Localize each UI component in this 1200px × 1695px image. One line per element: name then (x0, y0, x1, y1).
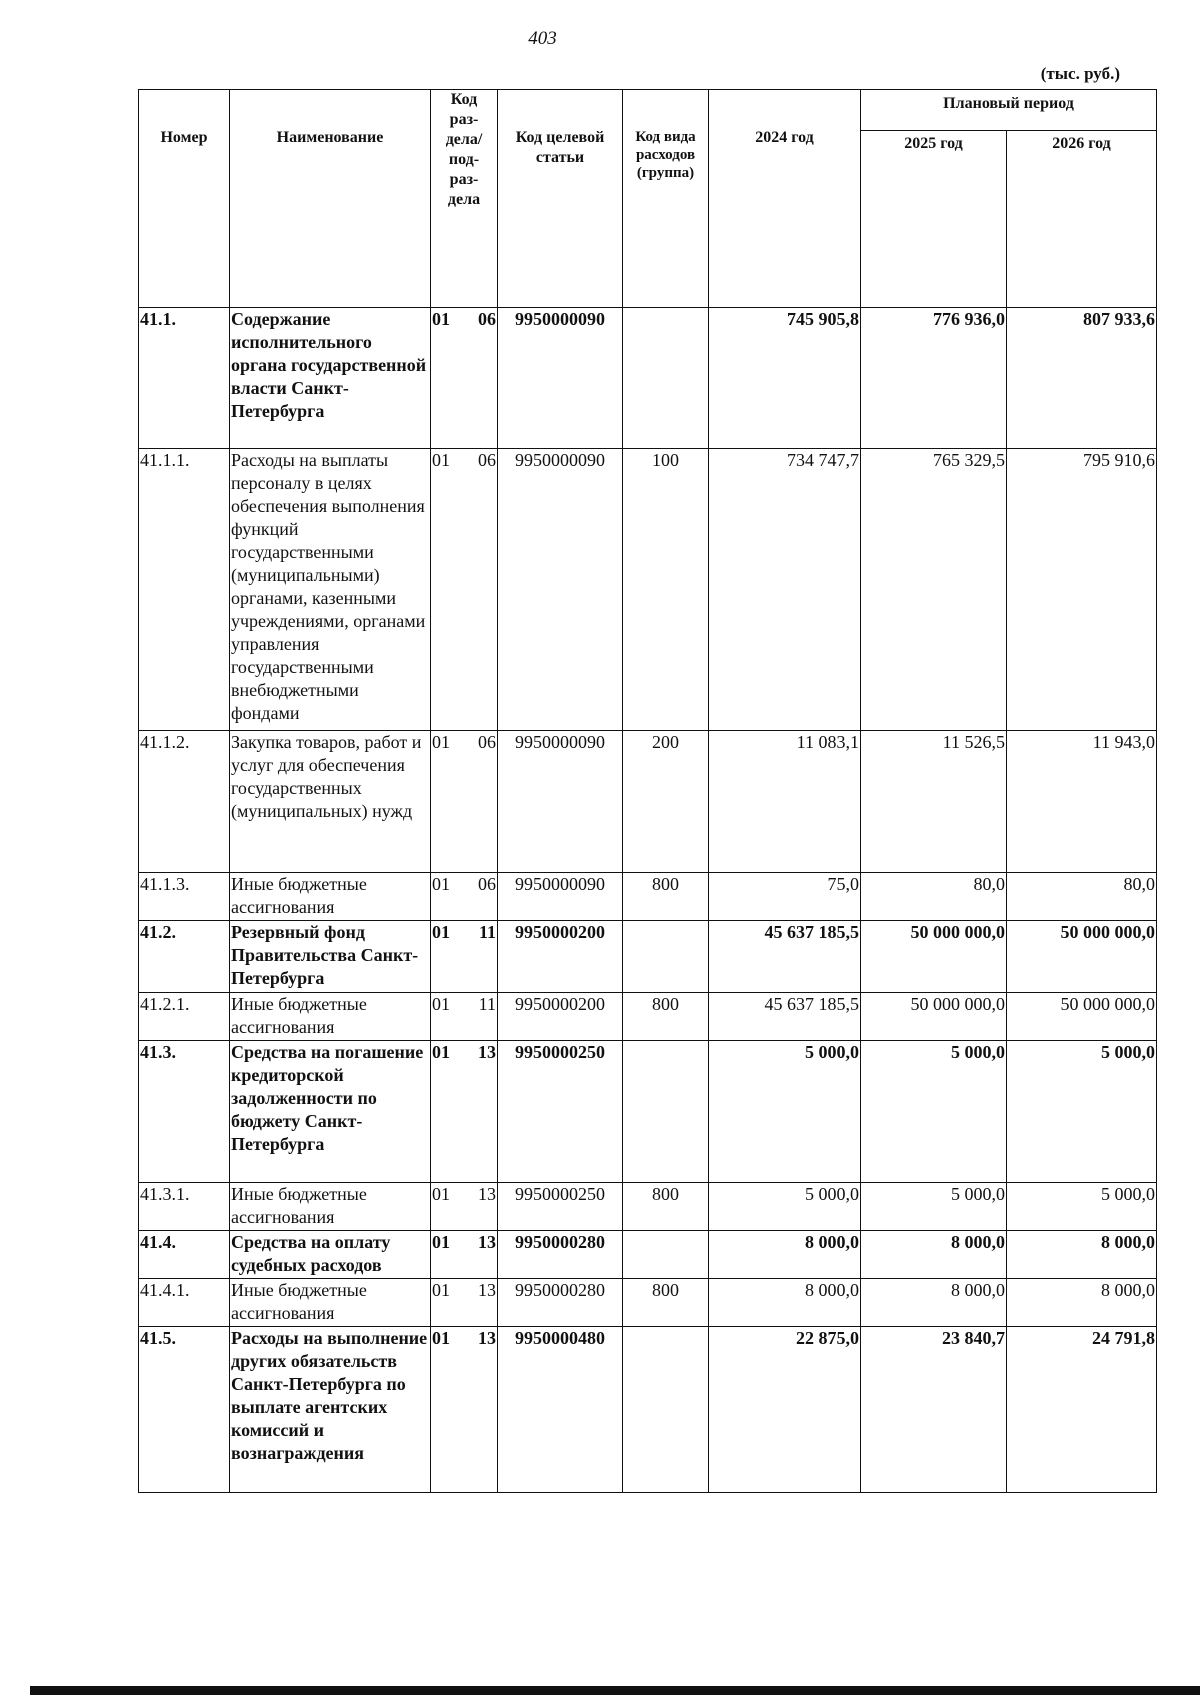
section-code: 01 (432, 1042, 450, 1062)
table-row (139, 873, 1157, 921)
row-amount-2026: 795 910,6 (1007, 449, 1157, 731)
header-kod-vida: Код вида расходов (группа) (623, 90, 709, 308)
table-row (139, 1183, 1157, 1231)
table-row (139, 993, 1157, 1041)
section-code: 01 (432, 1280, 450, 1300)
row-section-code (431, 1279, 498, 1327)
row-amount-2025: 5 000,0 (861, 1041, 1007, 1183)
row-expense-group: 200 (623, 731, 709, 873)
section-code: 01 (432, 309, 450, 329)
row-amount-2026: 8 000,0 (1007, 1231, 1157, 1279)
row-expense-group: 800 (623, 873, 709, 921)
subsection-code: 06 (478, 732, 496, 752)
row-amount-2026: 8 000,0 (1007, 1279, 1157, 1327)
row-name: Средства на погашение кредиторской задолженности по бюджету Санкт-Петербурга (230, 1041, 431, 1183)
row-amount-2025: 23 840,7 (861, 1327, 1007, 1493)
row-expense-group (623, 1041, 709, 1183)
row-section-code (431, 308, 498, 449)
row-name: Иные бюджетные ассигнования (230, 873, 431, 921)
row-section-code (431, 1231, 498, 1279)
header-nomer: Номер (139, 90, 230, 308)
table-row (139, 921, 1157, 993)
subsection-code: 11 (478, 922, 496, 942)
section-code: 01 (432, 922, 450, 942)
header-2024: 2024 год (709, 90, 861, 308)
row-amount-2025: 11 526,5 (861, 731, 1007, 873)
header-2025: 2025 год (861, 131, 1007, 308)
subsection-code: 13 (478, 1042, 496, 1062)
section-code: 01 (432, 1232, 450, 1252)
row-amount-2025: 50 000 000,0 (861, 993, 1007, 1041)
row-amount-2024: 45 637 185,5 (709, 921, 861, 993)
row-target-code: 9950000250 (498, 1183, 623, 1231)
row-target-code: 9950000280 (498, 1231, 623, 1279)
row-amount-2024: 22 875,0 (709, 1327, 861, 1493)
row-number: 41.2. (139, 921, 230, 993)
row-number: 41.2.1. (139, 993, 230, 1041)
table-row (139, 1279, 1157, 1327)
header-2026: 2026 год (1007, 131, 1157, 308)
row-section-code (431, 1183, 498, 1231)
row-target-code: 9950000250 (498, 1041, 623, 1183)
subsection-code: 13 (478, 1184, 496, 1204)
row-amount-2025: 5 000,0 (861, 1183, 1007, 1231)
row-expense-group: 800 (623, 1279, 709, 1327)
row-name: Резервный фонд Правительства Санкт-Петербурга (230, 921, 431, 993)
row-name: Средства на оплату судебных расходов (230, 1231, 431, 1279)
row-number: 41.1.3. (139, 873, 230, 921)
row-number: 41.1. (139, 308, 230, 449)
units-label: (тыс. руб.) (1040, 64, 1120, 83)
row-amount-2026: 5 000,0 (1007, 1183, 1157, 1231)
header-naimenovanie: Наименование (230, 90, 431, 308)
subsection-code: 13 (478, 1232, 496, 1252)
subsection-code: 11 (478, 994, 496, 1014)
row-name: Иные бюджетные ассигнования (230, 1183, 431, 1231)
table-row (139, 1327, 1157, 1493)
row-target-code: 9950000200 (498, 921, 623, 993)
header-kod-celevoy: Код целевой статьи (498, 90, 623, 308)
row-section-code (431, 873, 498, 921)
row-name: Закупка товаров, работ и услуг для обеспечения государственных (муниципальных) нужд (230, 731, 431, 873)
row-target-code: 9950000480 (498, 1327, 623, 1493)
row-target-code: 9950000280 (498, 1279, 623, 1327)
table-row (139, 1041, 1157, 1183)
row-section-code (431, 921, 498, 993)
row-number: 41.1.2. (139, 731, 230, 873)
section-code: 01 (432, 874, 450, 894)
row-name: Содержание исполнительного органа государственной власти Санкт-Петербурга (230, 308, 431, 449)
row-amount-2026: 807 933,6 (1007, 308, 1157, 449)
table-row (139, 308, 1157, 449)
table-row (139, 731, 1157, 873)
row-section-code (431, 449, 498, 731)
row-amount-2024: 5 000,0 (709, 1183, 861, 1231)
table-row (139, 449, 1157, 731)
section-code: 01 (432, 994, 450, 1014)
row-amount-2024: 45 637 185,5 (709, 993, 861, 1041)
row-amount-2026: 5 000,0 (1007, 1041, 1157, 1183)
section-code: 01 (432, 1184, 450, 1204)
row-amount-2025: 8 000,0 (861, 1231, 1007, 1279)
row-amount-2026: 50 000 000,0 (1007, 921, 1157, 993)
row-expense-group (623, 1231, 709, 1279)
row-expense-group (623, 308, 709, 449)
row-amount-2026: 24 791,8 (1007, 1327, 1157, 1493)
subsection-code: 06 (478, 874, 496, 894)
row-amount-2026: 80,0 (1007, 873, 1157, 921)
row-target-code: 9950000090 (498, 873, 623, 921)
row-target-code: 9950000200 (498, 993, 623, 1041)
row-amount-2025: 765 329,5 (861, 449, 1007, 731)
row-number: 41.4.1. (139, 1279, 230, 1327)
row-number: 41.3.1. (139, 1183, 230, 1231)
row-amount-2024: 11 083,1 (709, 731, 861, 873)
row-section-code (431, 1041, 498, 1183)
row-section-code (431, 1327, 498, 1493)
row-target-code: 9950000090 (498, 731, 623, 873)
row-name: Иные бюджетные ассигнования (230, 993, 431, 1041)
budget-table (138, 89, 1157, 1493)
row-expense-group (623, 1327, 709, 1493)
row-amount-2026: 11 943,0 (1007, 731, 1157, 873)
row-name: Иные бюджетные ассигнования (230, 1279, 431, 1327)
row-amount-2024: 745 905,8 (709, 308, 861, 449)
row-number: 41.5. (139, 1327, 230, 1493)
row-expense-group (623, 921, 709, 993)
section-code: 01 (432, 1328, 450, 1348)
row-amount-2025: 80,0 (861, 873, 1007, 921)
subsection-code: 13 (478, 1280, 496, 1300)
section-code: 01 (432, 732, 450, 752)
table-body (139, 308, 1157, 1493)
row-amount-2025: 776 936,0 (861, 308, 1007, 449)
row-target-code: 9950000090 (498, 449, 623, 731)
row-amount-2024: 5 000,0 (709, 1041, 861, 1183)
row-amount-2025: 8 000,0 (861, 1279, 1007, 1327)
subsection-code: 06 (478, 309, 496, 329)
row-expense-group: 800 (623, 1183, 709, 1231)
row-amount-2024: 8 000,0 (709, 1231, 861, 1279)
row-section-code (431, 993, 498, 1041)
row-amount-2026: 50 000 000,0 (1007, 993, 1157, 1041)
subsection-code: 13 (478, 1328, 496, 1348)
scan-edge (30, 1686, 1200, 1695)
subsection-code: 06 (478, 450, 496, 470)
table-row (139, 1231, 1157, 1279)
header-kod-razdela: Код раз-дела/ под-раз-дела (431, 90, 498, 308)
row-name: Расходы на выполнение других обязательств Санкт-Петербурга по выплате агентских комиссий и вознаграждения (230, 1327, 431, 1493)
row-amount-2024: 75,0 (709, 873, 861, 921)
row-section-code (431, 731, 498, 873)
row-amount-2025: 50 000 000,0 (861, 921, 1007, 993)
row-name: Расходы на выплаты персоналу в целях обеспечения выполнения функций государственными (муниципальными) органами, казенными учреждениями, органами управления государственными внебюджетными фондами (230, 449, 431, 731)
row-target-code: 9950000090 (498, 308, 623, 449)
row-number: 41.4. (139, 1231, 230, 1279)
section-code: 01 (432, 450, 450, 470)
page-number: 403 (528, 28, 557, 49)
row-expense-group: 100 (623, 449, 709, 731)
row-amount-2024: 734 747,7 (709, 449, 861, 731)
header-plan-period: Плановый период (861, 90, 1157, 131)
row-number: 41.1.1. (139, 449, 230, 731)
row-amount-2024: 8 000,0 (709, 1279, 861, 1327)
row-number: 41.3. (139, 1041, 230, 1183)
row-expense-group: 800 (623, 993, 709, 1041)
